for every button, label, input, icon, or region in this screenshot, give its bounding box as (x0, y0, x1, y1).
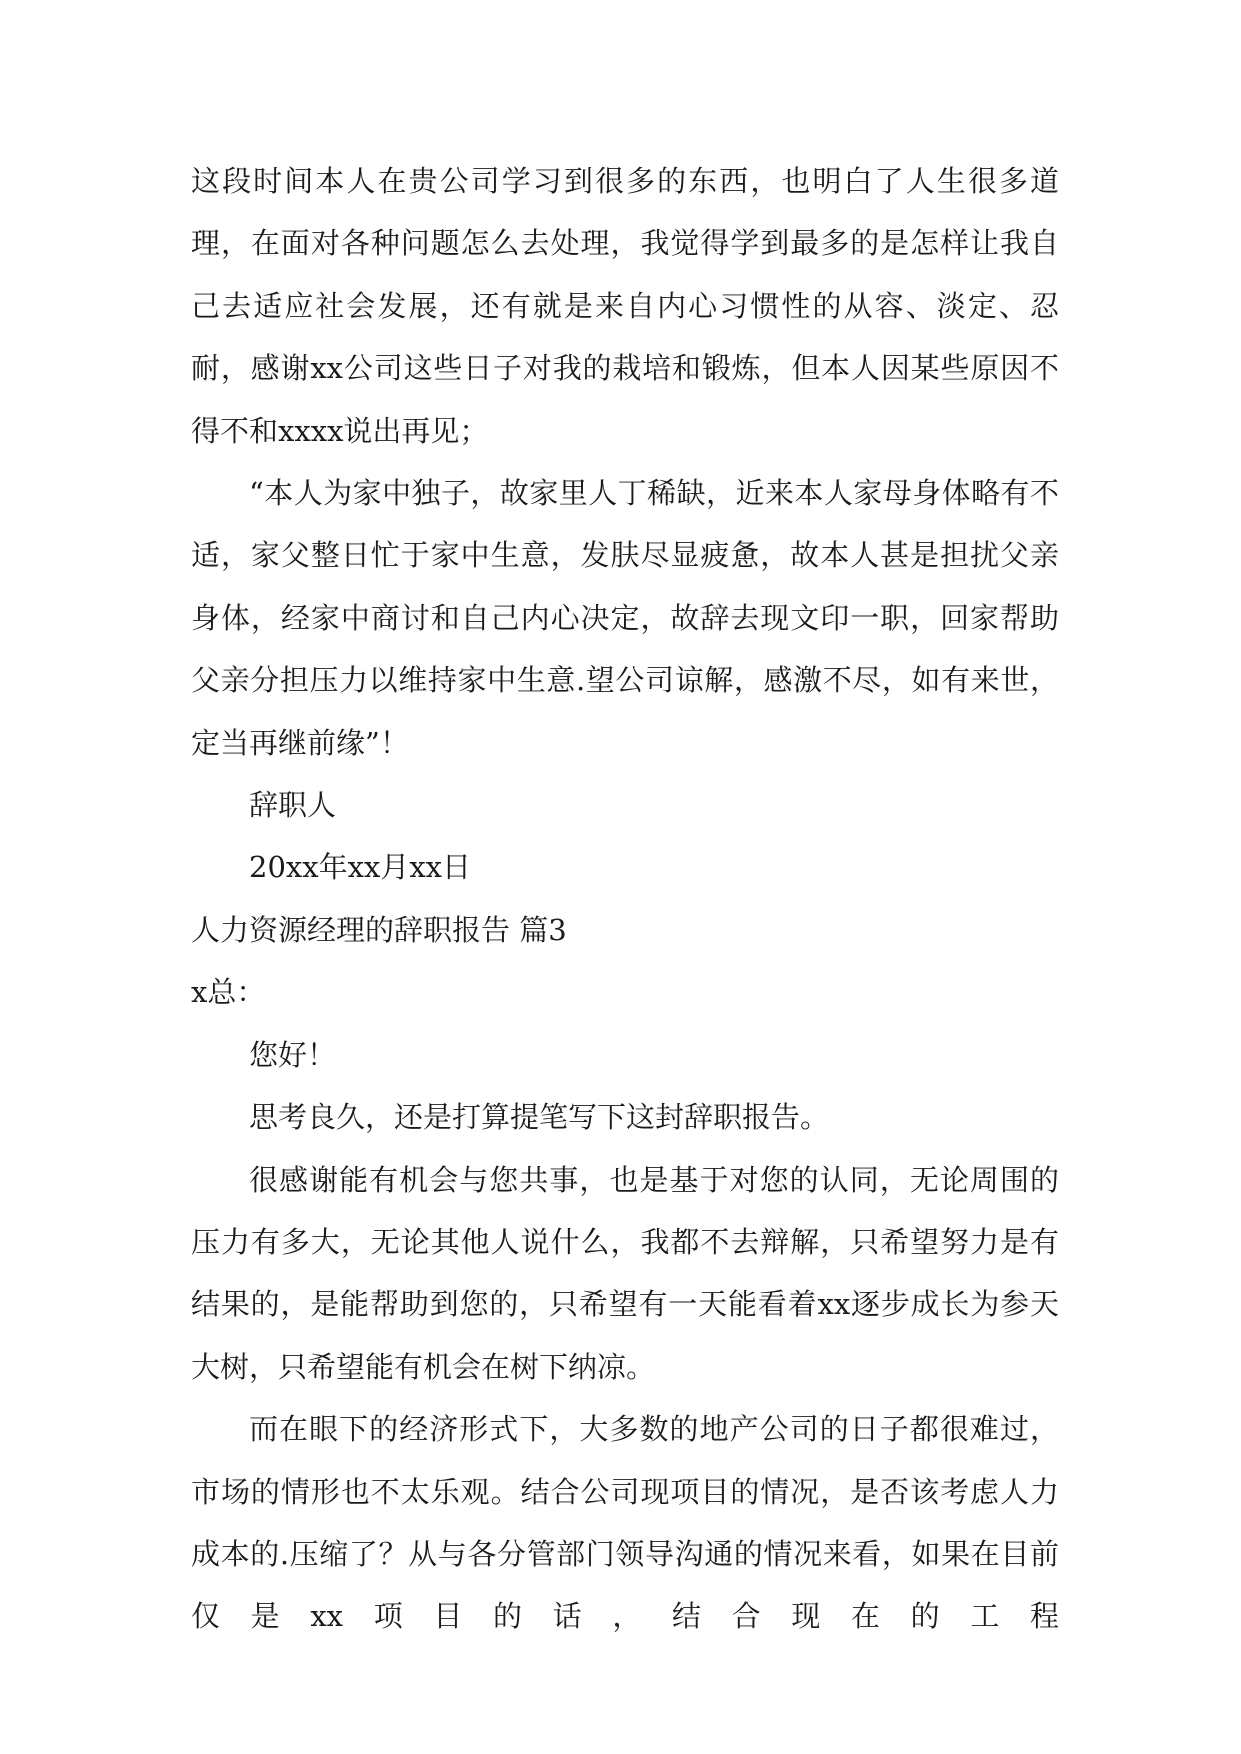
body-paragraph-5: 而在眼下的经济形式下，大多数的地产公司的日子都很难过，市场的情形也不太乐观。结合公司现项目的情况，是否该考虑人力成本的.压缩了？从与各分管部门领导沟通的情况来看，如果在目前仅是xx项目的话，结合现在的工程 (191, 1412, 1059, 1634)
section-title: 人力资源经理的辞职报告 篇3 (191, 912, 567, 947)
signature-line: 辞职人 (249, 788, 337, 823)
greeting: 您好！ (249, 1037, 337, 1072)
body-paragraph-4: 很感谢能有机会与您共事，也是基于对您的认同，无论周围的压力有多大，无论其他人说什么，我都不去辩解，只希望努力是有结果的，是能帮助到您的，只希望有一天能看着xx逐步成长为参天大树，只希望能有机会在树下纳凉。 (191, 1162, 1059, 1384)
body-paragraph-3: 思考良久，还是打算提笔写下这封辞职报告。 (249, 1100, 830, 1135)
salutation: x总： (191, 975, 266, 1010)
body-paragraph-2: “本人为家中独子，故家里人丁稀缺，近来本人家母身体略有不适，家父整日忙于家中生意，发肤尽显疲惫，故本人甚是担扰父亲身体，经家中商讨和自己内心决定，故辞去现文印一职，回家帮助父亲分担压力以维持家中生意.望公司谅解，感激不尽，如有来世，定当再继前缘”！ (191, 476, 1059, 760)
date-line: 20xx年xx月xx日 (249, 850, 472, 885)
body-paragraph-1: 这段时间本人在贵公司学习到很多的东西，也明白了人生很多道理，在面对各种问题怎么去处理，我觉得学到最多的是怎样让我自己去适应社会发展，还有就是来自内心习惯性的从容、淡定、忍耐，感谢xx公司这些日子对我的栽培和锻炼，但本人因某些原因不得不和xxxx说出再见； (191, 164, 1059, 448)
document-page (191, 150, 1059, 1648)
